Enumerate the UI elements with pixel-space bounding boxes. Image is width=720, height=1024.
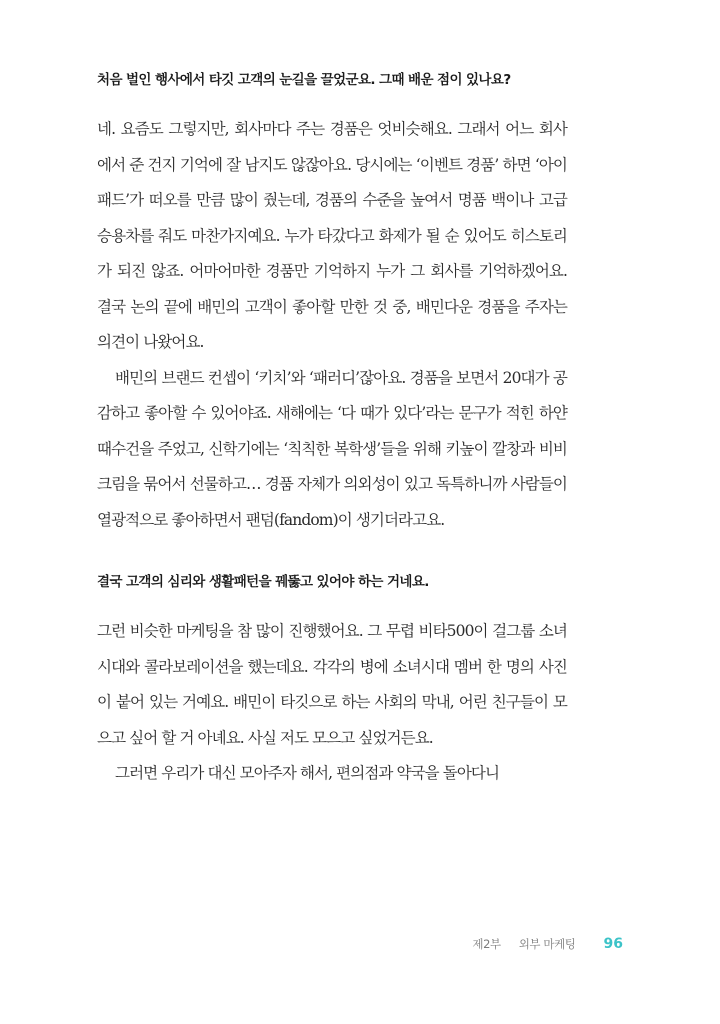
answer-paragraph-1: 네. 요즘도 그렇지만, 회사마다 주는 경품은 엇비슷해요. 그래서 어느 회사에서 준 건지 기억에 잘 남지도 않잖아요. 당시에는 ‘이벤트 경품’ 하면 ‘아이패드’가 떠오를 만큼 많이 줬는데, 경품의 수준을 높여서 명품 백이나 고급 승용차를 줘도 마찬가지예요. 누가 타갔다고 화제가 될 순 있어도 히스토리가 되진 않죠. 어마어마한 경품만 기억하지 누가 그 회사를 기억하겠어요. 결국 논의 끝에 배민의 고객이 좋아할 만한 것 중, 배민다운 경품을 주자는 의견이 나왔어요. <box>97 120 567 351</box>
page-content <box>97 70 567 792</box>
section-spacer <box>97 538 567 572</box>
answer-paragraph-4: 그러면 우리가 대신 모아주자 해서, 편의점과 약국을 돌아다니 <box>115 764 500 782</box>
page-number: 96 <box>603 936 623 952</box>
interview-question-2: 결국 고객의 심리와 생활패턴을 꿰뚫고 있어야 하는 거네요. <box>97 574 429 590</box>
footer-chapter-title: 외부 마케팅 <box>518 937 576 951</box>
page-footer <box>472 936 623 952</box>
footer-part-label: 제2부 <box>472 937 501 951</box>
answer-paragraph-2: 배민의 브랜드 컨셉이 ‘키치’와 ‘패러디’잖아요. 경품을 보면서 20대가 공감하고 좋아할 수 있어야죠. 새해에는 ‘다 때가 있다’라는 문구가 적힌 하얀 때수건을 주었고, 신학기에는 ‘칙칙한 복학생’들을 위해 키높이 깔창과 비비크림을 묶어서 선물하고… 경품 자체가 의외성이 있고 독특하니까 사람들이 열광적으로 좋아하면서 팬덤(fandom)이 생기더라고요. <box>97 368 567 529</box>
interview-question-1: 처음 벌인 행사에서 타깃 고객의 눈길을 끌었군요. 그때 배운 점이 있나요? <box>97 72 511 88</box>
answer-paragraph-3: 그런 비슷한 마케팅을 참 많이 진행했어요. 그 무렵 비타500이 걸그룹 소녀시대와 콜라보레이션을 했는데요. 각각의 병에 소녀시대 멤버 한 명의 사진이 붙어 있는 거예요. 배민이 타깃으로 하는 사회의 막내, 어린 친구들이 모으고 싶어 할 거 아녜요. 사실 저도 모으고 싶었거든요. <box>97 622 567 747</box>
